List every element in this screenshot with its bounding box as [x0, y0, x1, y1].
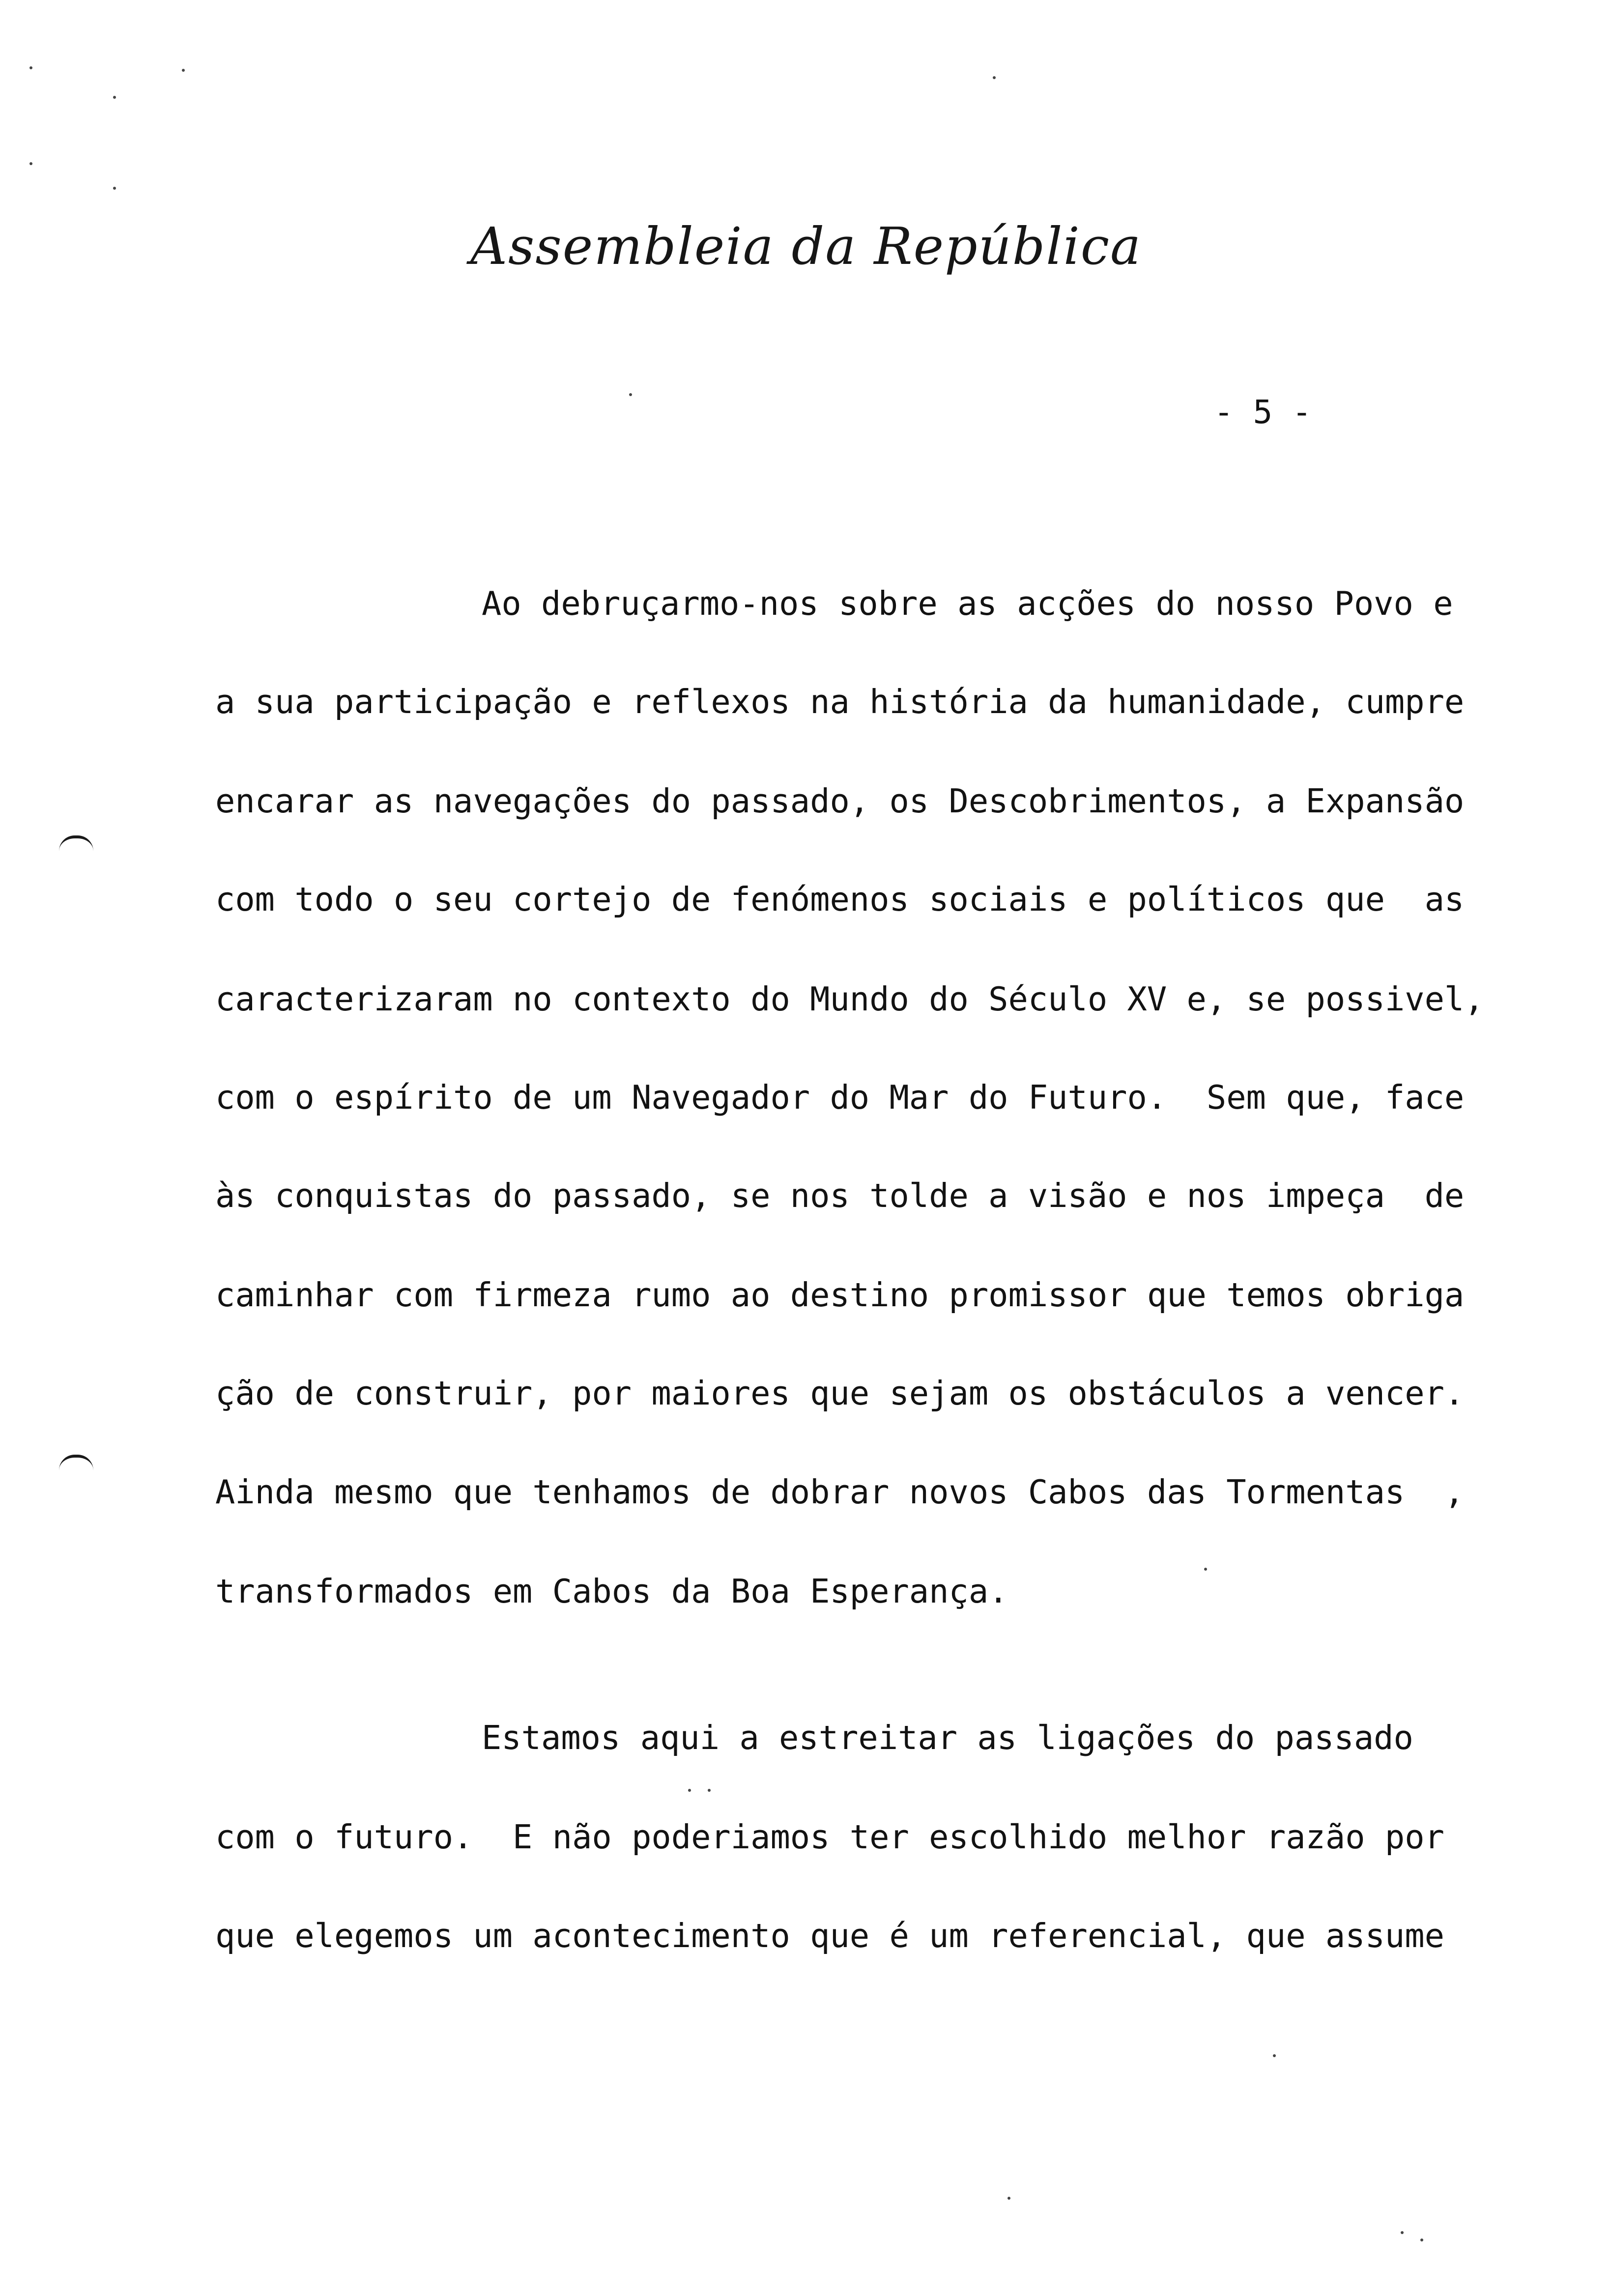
text-line: ção de construir, por maiores que sejam os obstáculos a vencer.: [215, 1374, 1465, 1412]
margin-mark: [59, 835, 93, 851]
text-line: caminhar com firmeza rumo ao destino promissor que temos obriga: [215, 1276, 1465, 1314]
text-line: Ao debruçarmo-nos sobre as acções do nosso Povo e: [482, 584, 1453, 623]
text-line: com o espírito de um Navegador do Mar do Futuro. Sem que, face: [215, 1078, 1465, 1117]
scan-speck: [993, 76, 996, 79]
scan-speck: [1008, 2197, 1010, 2200]
text-line: transformados em Cabos da Boa Esperança.: [215, 1572, 1008, 1610]
scan-speck: [113, 96, 116, 99]
scan-speck: [1273, 2054, 1276, 2057]
scan-speck: [708, 1789, 711, 1792]
text-line: Estamos aqui a estreitar as ligações do passado: [482, 1719, 1413, 1757]
scan-speck: [629, 393, 632, 396]
scan-speck: [29, 66, 32, 69]
text-line: caracterizaram no contexto do Mundo do Século XV e, se possivel,: [215, 980, 1484, 1018]
page-number: - 5 -: [1214, 393, 1312, 431]
scan-speck: [1401, 2231, 1404, 2234]
scan-speck: [688, 1789, 691, 1792]
text-line: às conquistas do passado, se nos tolde a visão e nos impeça de: [215, 1177, 1465, 1215]
text-line: com todo o seu cortejo de fenómenos sociais e políticos que as: [215, 880, 1465, 918]
text-line: encarar as navegações do passado, os Descobrimentos, a Expansão: [215, 782, 1465, 820]
margin-mark: [59, 1455, 93, 1470]
scan-speck: [113, 187, 116, 190]
scan-speck: [29, 162, 32, 165]
scan-speck: [1204, 1568, 1207, 1571]
scan-speck: [1420, 2239, 1423, 2241]
scan-speck: [182, 69, 185, 72]
text-line: a sua participação e reflexos na história da humanidade, cumpre: [215, 683, 1465, 721]
letterhead-title: Assembleia da República: [470, 216, 1142, 276]
text-line: que elegemos um acontecimento que é um referencial, que assume: [215, 1917, 1444, 1955]
text-line: Ainda mesmo que tenhamos de dobrar novos Cabos das Tormentas ,: [215, 1473, 1465, 1511]
text-line: com o futuro. E não poderiamos ter escolhido melhor razão por: [215, 1818, 1444, 1856]
